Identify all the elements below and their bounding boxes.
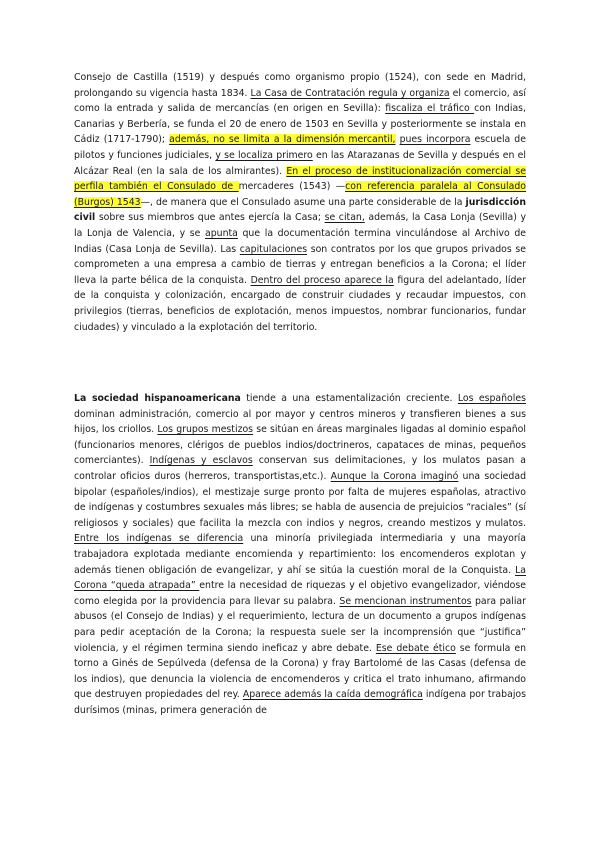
underlined-text: Ese debate ético (375, 642, 456, 654)
text-run: una sociedad bipolar (españoles/indios), el mestizaje surge pronto por falta de mujeres españolas, atractivo de indígenas y costumbres sexuales más libres; se habla de ausencia de prejuicios “raciales” (sí religiosos y sociales) que facilita la mezcla con indios y negros, creando mestizos y mulatos. (74, 470, 527, 529)
underlined-text: pues incorpora (399, 134, 471, 146)
bold-term: jurisdicción civil (74, 196, 526, 224)
text-run: —, de manera que el Consulado asume una parte considerable de la (140, 196, 466, 208)
text-run: escuela de pilotos y funciones judiciales, (74, 134, 526, 161)
text-run: se sitúan en áreas marginales ligadas al dominio español (funcionarios menores, clérigos de pueblos indios/doctrineros, capataces de minas, pequeños comerciantes). (74, 424, 526, 467)
text-run: además, la Casa Lonja (Sevilla) y la Lonja de Valencia, y se (74, 212, 526, 239)
text-run: que la documentación termina vinculándose al Archivo de Indias (Casa Lonja de Sevilla). Las (74, 227, 527, 255)
underlined-text: y se localiza primero (215, 149, 313, 161)
underlined-text: Se mencionan instrumentos (339, 595, 472, 607)
text-run: entre la necesidad de riquezas y el objetivo evangelizador, viéndose como elegida por la providencia para llevar su palabra. (74, 580, 526, 607)
underlined-text: La Corona “queda atrapada” (74, 564, 526, 592)
highlighted-text: En el proceso de institucionalización comercial se perfila también el Consulado de (74, 165, 526, 193)
text-run: para paliar abusos (el Consejo de Indias) y el requerimiento, lectura de un documento a grupos indígenas para pedir aceptación de la Corona; la respuesta suele ser la incomprensión que “justifica” violencia, y el régimen termina siendo ineficaz y abre debate. (74, 595, 526, 654)
underlined-text: La Casa de Contratación regula y organiza (250, 87, 450, 99)
text-run: se formula en torno a Ginés de Sepúlveda (defensa de la Corona) y fray Bartolomé de las Casas (defensa de los indios), que denuncia la violencia de encomenderos y critica el trato inhumano, afirmando que destruyen propiedades del rey. (74, 642, 526, 701)
underlined-text: Los españoles (457, 393, 526, 404)
underlined-text: apunta (204, 227, 238, 239)
text-run: figura del adelantado, líder de la conquista y colonización, encargado de construir ciudades y recaudar impuestos, con privilegios (tierras, beneficios de explotación, menos impuestos, nombrar funcionarios, fundar ciudades) y vinculado a la explotación del territorio. (74, 274, 526, 333)
text-run: Consejo de Castilla (1519) y después como organismo propio (1524), con sede en Madrid, prolongando su vigencia hasta 1834. (74, 72, 526, 99)
underlined-text: Los grupos mestizos (157, 424, 254, 436)
underlined-text: capitulaciones (239, 243, 308, 255)
bold-term: La sociedad hispanoamericana (74, 393, 241, 404)
text-run: el comercio, así como la entrada y salida de mercancías (en origen en Sevilla): (74, 87, 526, 115)
underlined-text: Indígenas y esclavos (149, 455, 253, 467)
text-run: mercaderes (1543) — (238, 181, 346, 193)
text-run: sobre sus miembros que antes ejercía la Casa; (95, 212, 325, 224)
underlined-text: se citan, (324, 212, 365, 224)
text-run: en las Atarazanas de Sevilla y después en el Alcázar Real (en la sala de los almirantes). (74, 149, 526, 177)
highlighted-text: además, no se limita a la dimensión mercantil, (169, 134, 396, 146)
text-run: conservan sus delimitaciones, y los mulatos pasan a controlar oficios duros (herreros, transportistas,etc.). (74, 455, 527, 482)
text-run: indígena por trabajos durísimos (minas, primera generación de (74, 689, 527, 716)
text-run: tiende a una estamentalización creciente. (240, 393, 458, 404)
paragraph-sociedad-hispanoamericana (74, 391, 526, 718)
text-run: son contratos por los que grupos privados se comprometen a una empresa a cambio de tierras y entregan beneficios a la Corona; el líder lleva la parte bélica de la conquista. (74, 243, 526, 286)
underlined-text: fiscaliza el tráfico (385, 103, 475, 115)
text-run: una minoría privilegiada intermediaria y una mayoría trabajadora explotada mediante encomienda y repartimiento: los encomenderos explotan y además tienen obligación de evangelizar, y ahí se sitúa la cuestión moral de la Conquista. (74, 533, 526, 576)
underlined-text: Aparece además la caída demográfica (242, 689, 423, 701)
underlined-text: Aunque la Corona imaginó (330, 470, 459, 482)
text-run: con Indias, Canarias y Berbería, se funda el 20 de enero de 1503 en Sevilla y posteriormente se instala en Cádiz (1717-1790); (74, 103, 527, 146)
underlined-text: Dentro del proceso aparece la (250, 274, 394, 286)
highlighted-text: con referencia paralela al Consulado (Burgos) 1543 (74, 181, 526, 208)
underlined-text: Entre los indígenas se diferencia (74, 533, 244, 545)
text-run: dominan administración, comercio al por mayor y centros mineros y transfieren bienes a sus hijos, los criollos. (74, 408, 526, 436)
paragraph-casa-contratacion (74, 70, 526, 335)
